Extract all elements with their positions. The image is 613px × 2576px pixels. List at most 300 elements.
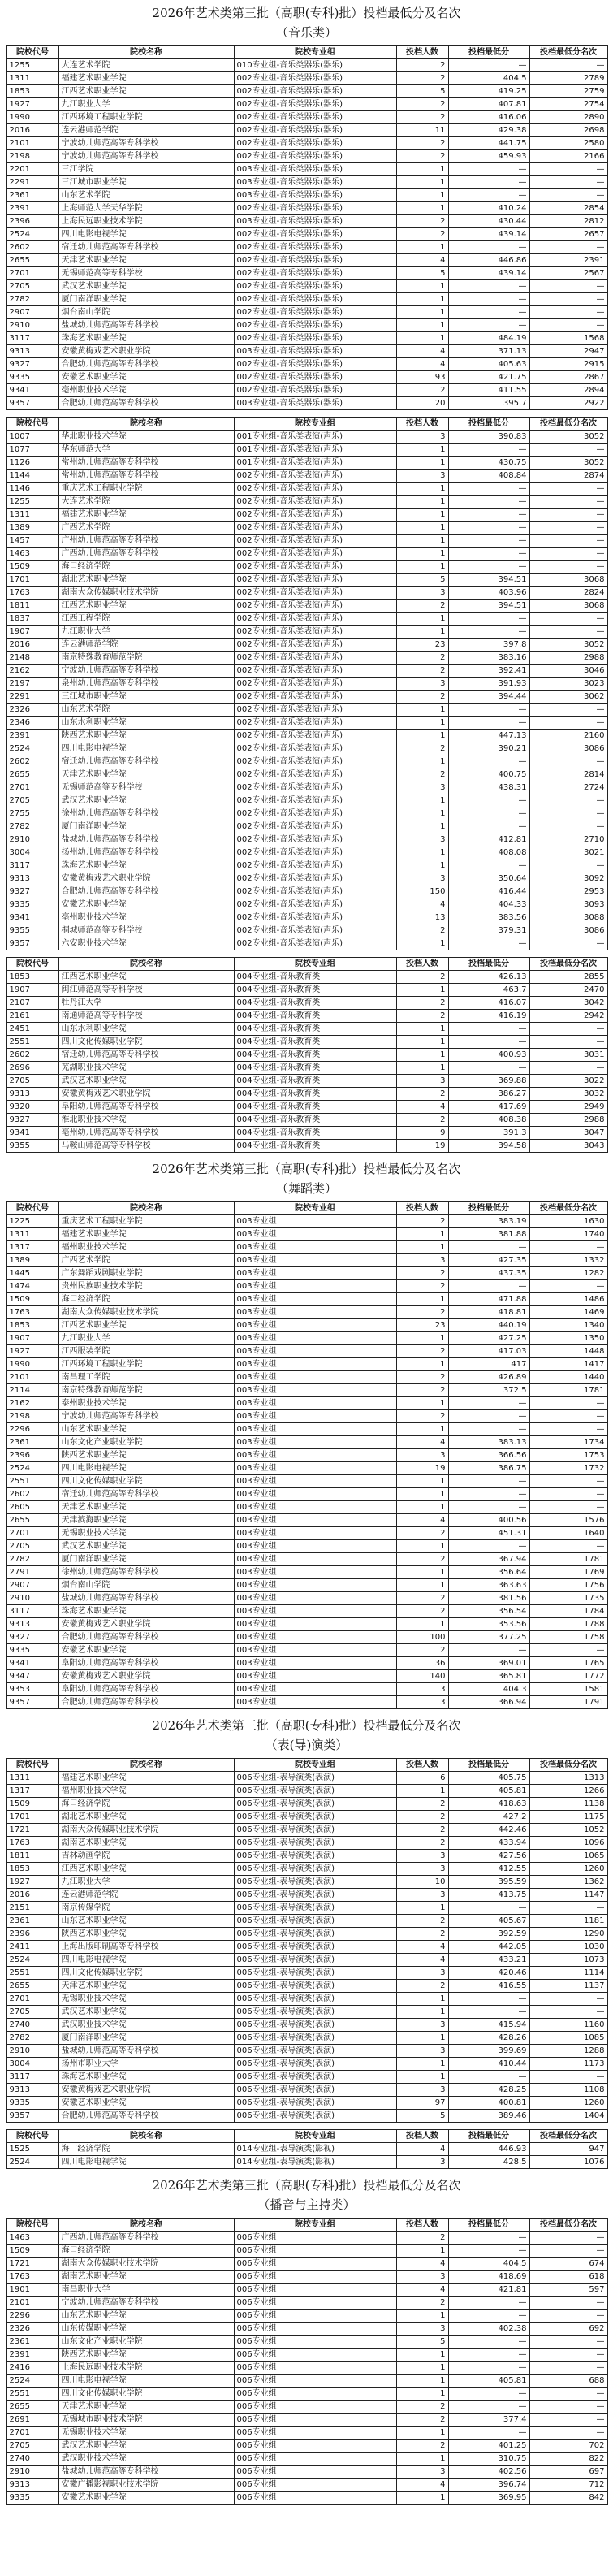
min-score-cell: 417: [448, 1358, 529, 1371]
column-header-min-score: 投档最低分: [448, 1759, 529, 1772]
min-rank-cell: 3032: [529, 1088, 607, 1101]
school-name-cell: 南通师范高等专科学校: [58, 1010, 234, 1023]
school-code-cell: 1763: [6, 2271, 58, 2284]
school-code-cell: 2701: [6, 1527, 58, 1540]
min-score-cell: —: [448, 319, 529, 332]
min-score-cell: 408.38: [448, 1114, 529, 1127]
column-header-min-score: 投档最低分: [448, 2130, 529, 2143]
table-row: [6, 1696, 607, 1709]
min-rank-cell: 1096: [529, 1837, 607, 1850]
school-code-cell: 2602: [6, 1488, 58, 1501]
column-header-group: 院校专业组: [234, 418, 396, 431]
school-code-cell: 2740: [6, 2019, 58, 2032]
school-code-cell: 1907: [6, 626, 58, 639]
table-row: [6, 2297, 607, 2310]
admitted-count-cell: 2: [396, 1114, 448, 1127]
min-rank-cell: —: [529, 561, 607, 574]
major-group-cell: 006专业组: [234, 2310, 396, 2323]
min-score-cell: 396.74: [448, 2479, 529, 2492]
min-score-cell: 427.2: [448, 1811, 529, 1824]
min-rank-cell: —: [529, 1902, 607, 1915]
major-group-cell: 006专业组: [234, 2440, 396, 2453]
school-code-cell: 2705: [6, 1540, 58, 1553]
school-code-cell: 9327: [6, 1631, 58, 1644]
table-row: [6, 2271, 607, 2284]
min-score-cell: 386.75: [448, 1462, 529, 1475]
min-rank-cell: 2947: [529, 345, 607, 358]
school-name-cell: 上海民远职业技术学院: [58, 215, 234, 228]
min-score-cell: 421.75: [448, 371, 529, 384]
school-name-cell: 安徽黄梅戏艺术职业学院: [58, 1088, 234, 1101]
min-rank-cell: 1791: [529, 1696, 607, 1709]
min-rank-cell: 2391: [529, 254, 607, 267]
min-rank-cell: 1576: [529, 1514, 607, 1527]
school-name-cell: 宁波幼儿师范高等专科学校: [58, 665, 234, 678]
table-row: [6, 1449, 607, 1462]
table-row: [6, 1127, 607, 1140]
min-rank-cell: 2789: [529, 72, 607, 85]
min-score-cell: —: [448, 1475, 529, 1488]
school-name-cell: 广西艺术学院: [58, 522, 234, 535]
column-header-min-score: 投档最低分: [448, 418, 529, 431]
table-row: [6, 1902, 607, 1915]
min-rank-cell: 2698: [529, 124, 607, 137]
min-rank-cell: 1758: [529, 1631, 607, 1644]
admitted-count-cell: 2: [396, 768, 448, 781]
admitted-count-cell: 3: [396, 2271, 448, 2284]
table-row: [6, 2143, 607, 2156]
school-name-cell: 四川电影电视学院: [58, 742, 234, 755]
major-group-cell: 002专业组-音乐类器乐(器乐): [234, 306, 396, 319]
table-row: [6, 1241, 607, 1254]
min-score-cell: 400.75: [448, 768, 529, 781]
min-score-cell: 471.88: [448, 1293, 529, 1306]
min-rank-cell: 2759: [529, 85, 607, 98]
school-name-cell: 四川电影电视学院: [58, 228, 234, 241]
major-group-cell: 001专业组-音乐类表演(声乐): [234, 431, 396, 444]
min-rank-cell: —: [529, 2414, 607, 2427]
table-row: [6, 241, 607, 254]
table-row: [6, 2401, 607, 2414]
admitted-count-cell: 140: [396, 1670, 448, 1683]
major-group-cell: 006专业组: [234, 2375, 396, 2388]
major-group-cell: 002专业组-音乐类表演(声乐): [234, 600, 396, 613]
major-group-cell: 001专业组-音乐类表演(声乐): [234, 457, 396, 470]
table-row: [6, 1876, 607, 1889]
column-header-school: 院校名称: [58, 2130, 234, 2143]
major-group-cell: 003专业组: [234, 1644, 396, 1657]
major-group-cell: 002专业组-音乐类器乐(器乐): [234, 371, 396, 384]
school-code-cell: 1317: [6, 1785, 58, 1798]
min-rank-cell: 1266: [529, 1785, 607, 1798]
admitted-count-cell: 1: [396, 548, 448, 561]
school-name-cell: 山东艺术职业学院: [58, 2310, 234, 2323]
table-row: [6, 535, 607, 548]
major-group-cell: 003专业组: [234, 1306, 396, 1319]
school-code-cell: 1837: [6, 613, 58, 626]
min-score-cell: —: [448, 1241, 529, 1254]
table-row: [6, 807, 607, 820]
min-score-cell: —: [448, 613, 529, 626]
table-row: [6, 755, 607, 768]
admitted-count-cell: 1: [396, 1475, 448, 1488]
major-group-cell: 002专业组-音乐类表演(声乐): [234, 535, 396, 548]
school-code-cell: 2161: [6, 1010, 58, 1023]
school-name-cell: 阜阳幼儿师范高等专科学校: [58, 1683, 234, 1696]
major-group-cell: 002专业组-音乐类器乐(器乐): [234, 241, 396, 254]
major-group-cell: 003专业组: [234, 1657, 396, 1670]
school-code-cell: 2151: [6, 1902, 58, 1915]
admitted-count-cell: 23: [396, 639, 448, 652]
table-row: [6, 1075, 607, 1088]
min-score-cell: —: [448, 2349, 529, 2362]
column-header-code: 院校代号: [6, 418, 58, 431]
major-group-cell: 003专业组-音乐类器乐(器乐): [234, 397, 396, 410]
min-score-cell: 407.81: [448, 98, 529, 111]
min-rank-cell: —: [529, 613, 607, 626]
table-row: [6, 2032, 607, 2045]
school-code-cell: 2701: [6, 2427, 58, 2440]
min-score-cell: 441.75: [448, 137, 529, 150]
major-group-cell: 002专业组-音乐类器乐(器乐): [234, 137, 396, 150]
table-row: [6, 613, 607, 626]
table-header-row: [6, 1202, 607, 1215]
school-code-cell: 9357: [6, 2110, 58, 2123]
min-rank-cell: 3052: [529, 457, 607, 470]
table-row: [6, 704, 607, 717]
min-score-cell: 404.3: [448, 1683, 529, 1696]
major-group-cell: 003专业组: [234, 1462, 396, 1475]
school-name-cell: 常州幼儿师范高等专科学校: [58, 457, 234, 470]
school-name-cell: 山东艺术职业学院: [58, 1423, 234, 1436]
min-score-cell: —: [448, 1036, 529, 1049]
table-row: [6, 561, 607, 574]
min-score-cell: 402.56: [448, 2466, 529, 2479]
column-header-min-score: 投档最低分: [448, 2219, 529, 2232]
major-group-cell: 006专业组: [234, 2258, 396, 2271]
min-rank-cell: —: [529, 2006, 607, 2019]
school-name-cell: 连云港师范学院: [58, 639, 234, 652]
admitted-count-cell: 1: [396, 1785, 448, 1798]
major-group-cell: 003专业组: [234, 1267, 396, 1280]
min-score-cell: —: [448, 2006, 529, 2019]
min-rank-cell: 2874: [529, 470, 607, 483]
major-group-cell: 002专业组-音乐类表演(声乐): [234, 859, 396, 872]
admitted-count-cell: 1: [396, 1358, 448, 1371]
table-row: [6, 1101, 607, 1114]
min-rank-cell: 3068: [529, 574, 607, 587]
min-rank-cell: 2894: [529, 384, 607, 397]
min-rank-cell: —: [529, 1023, 607, 1036]
school-code-cell: 1509: [6, 561, 58, 574]
school-name-cell: 安徽艺术职业学院: [58, 371, 234, 384]
table-row: [6, 306, 607, 319]
admitted-count-cell: 1: [396, 1049, 448, 1062]
min-rank-cell: 1469: [529, 1306, 607, 1319]
school-name-cell: 宁波幼儿师范高等专科学校: [58, 1410, 234, 1423]
column-header-count: 投档人数: [396, 418, 448, 431]
table-row: [6, 98, 607, 111]
admitted-count-cell: 4: [396, 2284, 448, 2297]
school-code-cell: 2162: [6, 1397, 58, 1410]
school-code-cell: 2782: [6, 293, 58, 306]
table-row: [6, 1319, 607, 1332]
min-score-cell: —: [448, 189, 529, 202]
major-group-cell: 003专业组: [234, 1423, 396, 1436]
table-row: [6, 1036, 607, 1049]
table-row: [6, 2349, 607, 2362]
admitted-count-cell: 5: [396, 2110, 448, 2123]
major-group-cell: 006专业组-表导演类(表演): [234, 1993, 396, 2006]
school-code-cell: 2016: [6, 639, 58, 652]
school-name-cell: 陕西艺术职业学院: [58, 1449, 234, 1462]
min-rank-cell: 712: [529, 2479, 607, 2492]
min-score-cell: 377.4: [448, 2414, 529, 2427]
admitted-count-cell: 19: [396, 1462, 448, 1475]
admitted-count-cell: 1: [396, 807, 448, 820]
min-rank-cell: —: [529, 1280, 607, 1293]
min-rank-cell: 688: [529, 2375, 607, 2388]
table-row: [6, 2232, 607, 2245]
school-name-cell: 宁波幼儿师范高等专科学校: [58, 150, 234, 163]
min-rank-cell: 3052: [529, 639, 607, 652]
school-name-cell: 宿迁幼儿师范高等专科学校: [58, 241, 234, 254]
school-name-cell: 山东水利职业学院: [58, 717, 234, 730]
min-rank-cell: 2754: [529, 98, 607, 111]
score-table: [6, 417, 608, 950]
min-score-cell: 353.56: [448, 1618, 529, 1631]
table-row: [6, 1254, 607, 1267]
school-code-cell: 2326: [6, 704, 58, 717]
min-score-cell: 377.25: [448, 1631, 529, 1644]
admitted-count-cell: 1: [396, 522, 448, 535]
major-group-cell: 006专业组-表导演类(表演): [234, 2071, 396, 2084]
table-row: [6, 1993, 607, 2006]
min-rank-cell: 2470: [529, 984, 607, 997]
school-name-cell: 安徽黄梅戏艺术职业学院: [58, 345, 234, 358]
school-code-cell: 9335: [6, 2097, 58, 2110]
column-header-rank: 投档最低分名次: [529, 2219, 607, 2232]
admitted-count-cell: 1: [396, 2427, 448, 2440]
min-rank-cell: 1260: [529, 1863, 607, 1876]
min-rank-cell: —: [529, 1501, 607, 1514]
column-header-code: 院校代号: [6, 1202, 58, 1215]
admitted-count-cell: 1: [396, 332, 448, 345]
min-rank-cell: 1073: [529, 1954, 607, 1967]
school-code-cell: 1317: [6, 1241, 58, 1254]
major-group-cell: 006专业组: [234, 2245, 396, 2258]
table-row: [6, 1824, 607, 1837]
school-name-cell: 九江职业大学: [58, 1876, 234, 1889]
column-header-rank: 投档最低分名次: [529, 46, 607, 59]
table-row: [6, 833, 607, 846]
admitted-count-cell: 2: [396, 2401, 448, 2414]
admitted-count-cell: 4: [396, 2479, 448, 2492]
min-score-cell: 404.5: [448, 2258, 529, 2271]
school-code-cell: 2655: [6, 1514, 58, 1527]
admitted-count-cell: 2: [396, 924, 448, 937]
table-row: [6, 1475, 607, 1488]
column-header-group: 院校专业组: [234, 2130, 396, 2143]
min-score-cell: 430.75: [448, 457, 529, 470]
table-row: [6, 1954, 607, 1967]
min-rank-cell: 618: [529, 2271, 607, 2284]
admitted-count-cell: 2: [396, 1644, 448, 1657]
table-row: [6, 111, 607, 124]
school-name-cell: 武汉职业技术学院: [58, 2453, 234, 2466]
school-name-cell: 南京特殊教育师范学院: [58, 1384, 234, 1397]
school-code-cell: 1445: [6, 1267, 58, 1280]
school-name-cell: 宿迁幼儿师范高等专科学校: [58, 1488, 234, 1501]
min-rank-cell: —: [529, 937, 607, 950]
school-code-cell: 1474: [6, 1280, 58, 1293]
min-rank-cell: 1788: [529, 1618, 607, 1631]
school-code-cell: 2910: [6, 2466, 58, 2479]
school-name-cell: 泰州职业技术学院: [58, 1397, 234, 1410]
school-code-cell: 9355: [6, 924, 58, 937]
min-rank-cell: 2890: [529, 111, 607, 124]
school-code-cell: 9327: [6, 885, 58, 898]
min-score-cell: 383.16: [448, 652, 529, 665]
min-score-cell: 389.46: [448, 2110, 529, 2123]
school-name-cell: 上海师范大学天华学院: [58, 202, 234, 215]
school-name-cell: 珠海艺术职业学院: [58, 1605, 234, 1618]
column-header-rank: 投档最低分名次: [529, 2130, 607, 2143]
major-group-cell: 006专业组-表导演类(表演): [234, 2058, 396, 2071]
school-code-cell: 2391: [6, 730, 58, 742]
school-name-cell: 大连艺术学院: [58, 496, 234, 509]
admitted-count-cell: 2: [396, 2414, 448, 2427]
school-code-cell: 2691: [6, 2414, 58, 2427]
min-rank-cell: —: [529, 717, 607, 730]
school-code-cell: 2551: [6, 1036, 58, 1049]
min-rank-cell: —: [529, 483, 607, 496]
school-code-cell: 9335: [6, 371, 58, 384]
school-code-cell: 2907: [6, 306, 58, 319]
table-row: [6, 1371, 607, 1384]
score-table: [6, 45, 608, 410]
min-score-cell: 367.94: [448, 1553, 529, 1566]
table-row: [6, 768, 607, 781]
school-name-cell: 四川电影电视学院: [58, 1462, 234, 1475]
school-name-cell: 山东艺术学院: [58, 189, 234, 202]
table-row: [6, 1410, 607, 1423]
table-row: [6, 1280, 607, 1293]
admitted-count-cell: 3: [396, 781, 448, 794]
column-header-code: 院校代号: [6, 46, 58, 59]
admitted-count-cell: 2: [396, 971, 448, 984]
school-code-cell: 2524: [6, 1462, 58, 1475]
school-code-cell: 1811: [6, 600, 58, 613]
table-row: [6, 1579, 607, 1592]
major-group-cell: 002专业组-音乐类表演(声乐): [234, 937, 396, 950]
admitted-count-cell: 1: [396, 241, 448, 254]
major-group-cell: 002专业组-音乐类器乐(器乐): [234, 202, 396, 215]
admitted-count-cell: 1: [396, 483, 448, 496]
min-score-cell: 372.5: [448, 1384, 529, 1397]
min-rank-cell: 1784: [529, 1605, 607, 1618]
min-score-cell: 386.27: [448, 1088, 529, 1101]
table-row: [6, 1488, 607, 1501]
major-group-cell: 006专业组-表导演类(表演): [234, 1824, 396, 1837]
min-score-cell: 412.81: [448, 833, 529, 846]
major-group-cell: 002专业组-音乐类表演(声乐): [234, 924, 396, 937]
min-score-cell: 405.63: [448, 358, 529, 371]
school-name-cell: 南京特殊教育师范学院: [58, 652, 234, 665]
min-score-cell: 427.35: [448, 1254, 529, 1267]
score-table: [6, 2218, 608, 2505]
major-group-cell: 003专业组: [234, 1540, 396, 1553]
min-rank-cell: 3088: [529, 911, 607, 924]
school-code-cell: 9327: [6, 1114, 58, 1127]
section-title: 2026年艺术类第三批（高职(专科)批）投档最低分及名次: [152, 1162, 461, 1176]
major-group-cell: 002专业组-音乐类表演(声乐): [234, 574, 396, 587]
table-row: [6, 1915, 607, 1928]
school-name-cell: 四川文化传媒职业学院: [58, 2388, 234, 2401]
table-row: [6, 509, 607, 522]
school-code-cell: 2755: [6, 807, 58, 820]
major-group-cell: 002专业组-音乐类表演(声乐): [234, 755, 396, 768]
school-code-cell: 1457: [6, 535, 58, 548]
min-score-cell: —: [448, 2297, 529, 2310]
column-header-min-score: 投档最低分: [448, 1202, 529, 1215]
major-group-cell: 003专业组: [234, 1683, 396, 1696]
school-name-cell: 海口经济学院: [58, 561, 234, 574]
school-code-cell: 2201: [6, 163, 58, 176]
table-row: [6, 1772, 607, 1785]
admitted-count-cell: 100: [396, 1631, 448, 1644]
column-header-rank: 投档最低分名次: [529, 1202, 607, 1215]
min-score-cell: —: [448, 548, 529, 561]
min-rank-cell: —: [529, 755, 607, 768]
school-name-cell: 珠海艺术职业学院: [58, 332, 234, 345]
school-name-cell: 湖南艺术职业学院: [58, 1837, 234, 1850]
admitted-count-cell: 1: [396, 1036, 448, 1049]
min-rank-cell: —: [529, 496, 607, 509]
table-row: [6, 911, 607, 924]
school-code-cell: 2907: [6, 1579, 58, 1592]
min-score-cell: 408.84: [448, 470, 529, 483]
min-score-cell: 394.44: [448, 691, 529, 704]
school-code-cell: 2197: [6, 678, 58, 691]
school-code-cell: 2162: [6, 665, 58, 678]
major-group-cell: 006专业组-表导演类(表演): [234, 1889, 396, 1902]
school-name-cell: 四川文化传媒职业学院: [58, 1967, 234, 1980]
min-score-cell: —: [448, 306, 529, 319]
school-name-cell: 常州幼儿师范高等专科学校: [58, 470, 234, 483]
table-row: [6, 730, 607, 742]
min-score-cell: 369.88: [448, 1075, 529, 1088]
school-name-cell: 福建艺术职业学院: [58, 72, 234, 85]
table-header-row: [6, 2130, 607, 2143]
column-header-code: 院校代号: [6, 1759, 58, 1772]
min-rank-cell: 3046: [529, 665, 607, 678]
admitted-count-cell: 3: [396, 1683, 448, 1696]
school-name-cell: 合肥幼儿师范高等专科学校: [58, 885, 234, 898]
min-rank-cell: 1732: [529, 1462, 607, 1475]
min-score-cell: 356.54: [448, 1605, 529, 1618]
table-row: [6, 280, 607, 293]
school-code-cell: 3004: [6, 2058, 58, 2071]
major-group-cell: 004专业组-音乐教育类: [234, 1114, 396, 1127]
school-code-cell: 1901: [6, 2284, 58, 2297]
school-code-cell: 1763: [6, 587, 58, 600]
school-code-cell: 1389: [6, 522, 58, 535]
school-code-cell: 1853: [6, 971, 58, 984]
min-rank-cell: 1260: [529, 2097, 607, 2110]
admitted-count-cell: 1: [396, 202, 448, 215]
major-group-cell: 002专业组-音乐类器乐(器乐): [234, 358, 396, 371]
